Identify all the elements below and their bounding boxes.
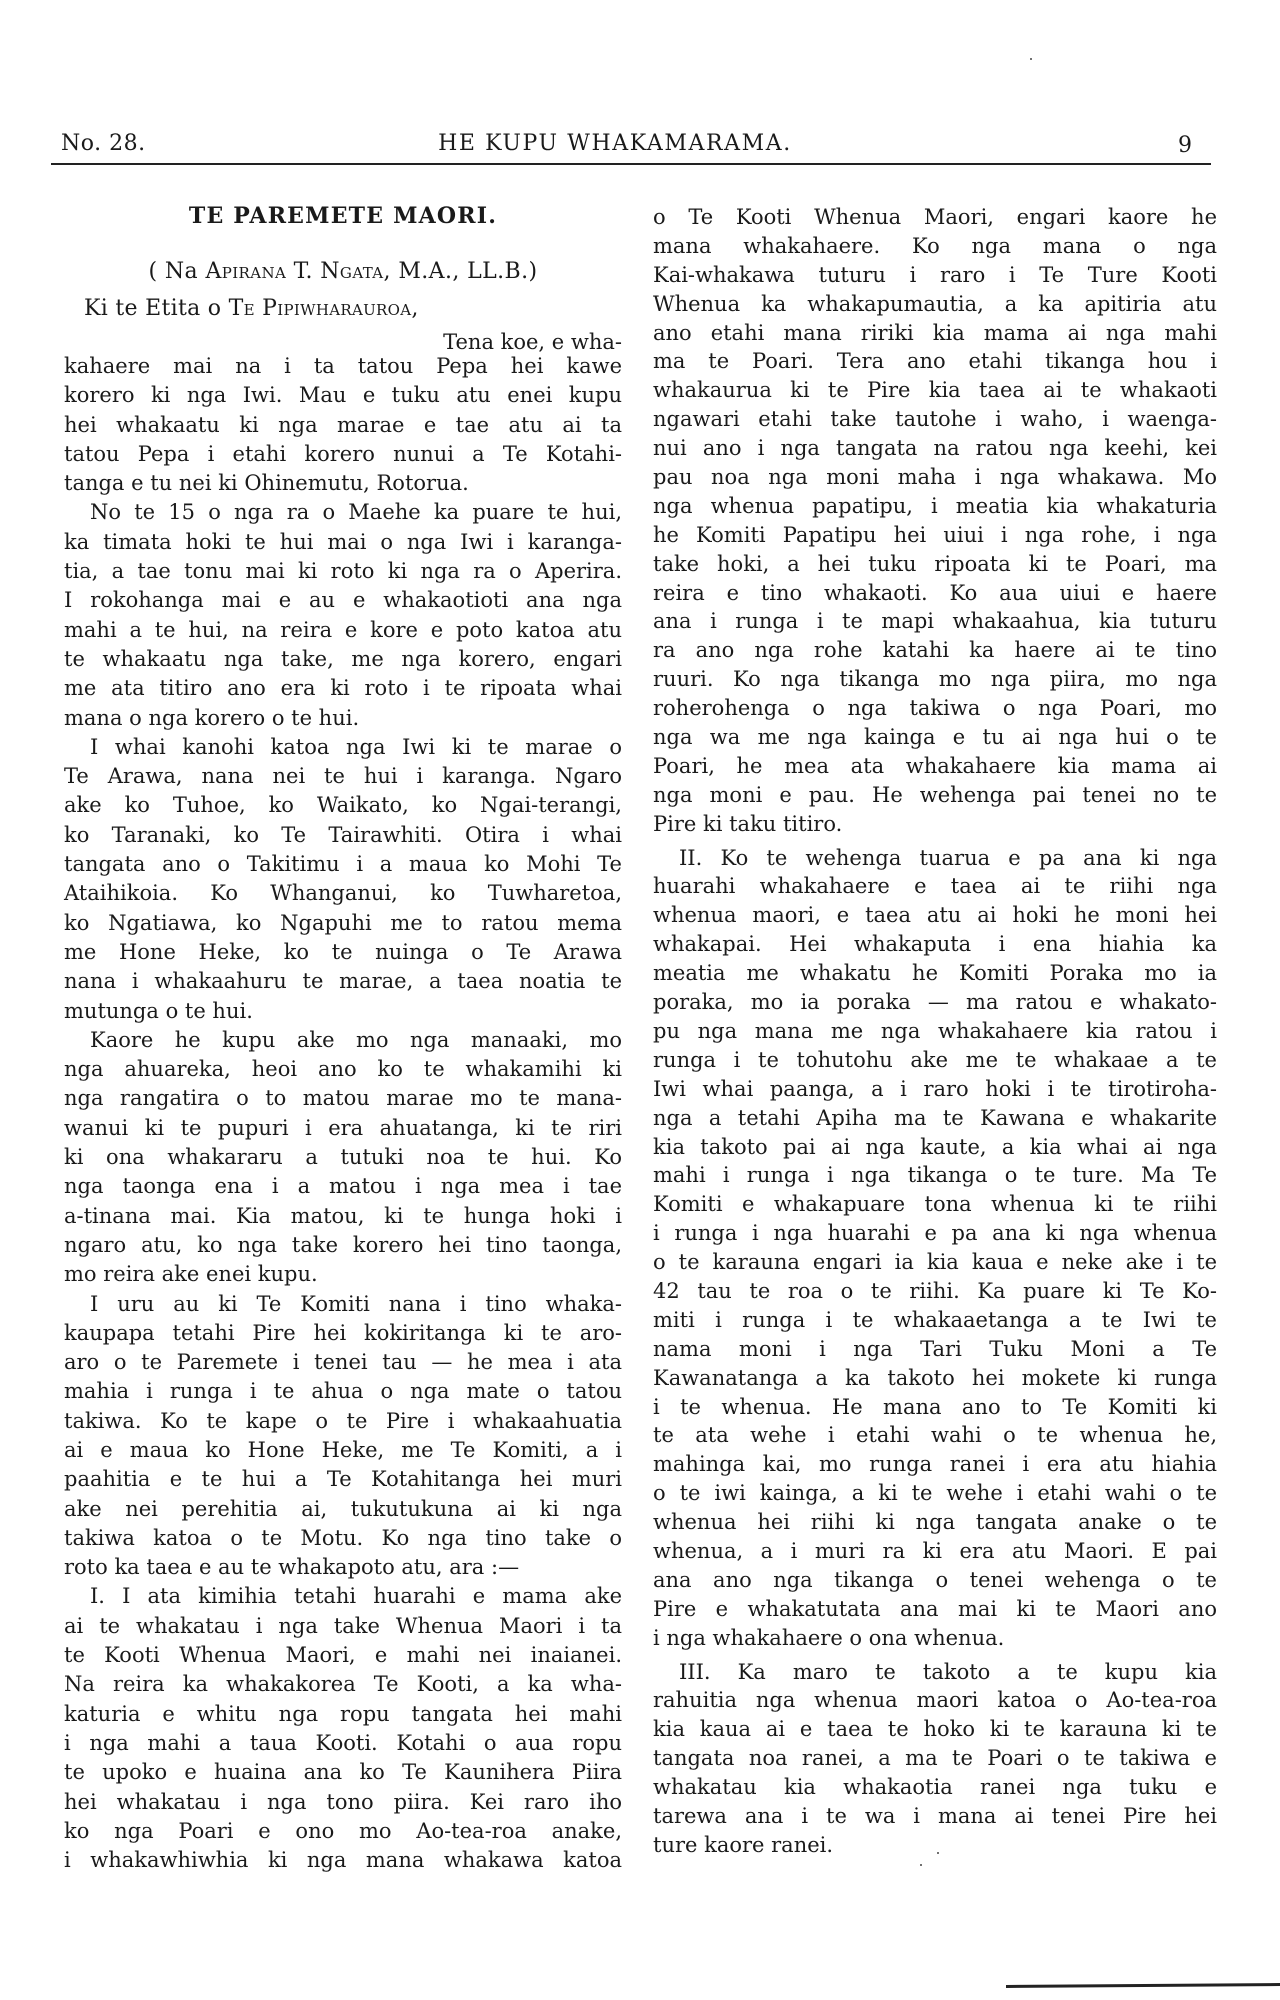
text-line: II. Ko te wehenga tuarua e pa ana ki nga — [679, 845, 1217, 870]
text-line: whakaurua ki te Pire kia taea ai te whakaoti — [653, 378, 1217, 403]
text-line: I rokohanga mai e au e whakaotioti ana nga — [64, 588, 622, 613]
text-line: whakapai. Hei whakaputa i ena hiahia ka — [653, 932, 1217, 957]
text-line: katuria e whitu nga ropu tangata hei mahi — [64, 1701, 622, 1726]
text-line: ngawari etahi take tautohe i waho, i waenga- — [653, 407, 1217, 432]
text-line: nama moni i nga Tari Tuku Moni a Te — [653, 1336, 1217, 1361]
text-line: kia takoto pai ai nga kaute, a kia whai ai nga — [653, 1134, 1217, 1159]
article-title: TE PAREMETE MAORI. — [188, 203, 498, 229]
text-line: paahitia e te hui a Te Kotahitanga hei muri — [64, 1467, 622, 1492]
text-line: ka timata hoki te hui mai o nga Iwi i karanga- — [64, 529, 622, 554]
text-line: nga ahuareka, heoi ano ko te whakamihi ki — [64, 1057, 622, 1082]
text-line: ko nga Poari e ono mo Ao-tea-roa anake, — [64, 1818, 622, 1843]
text-line: mahinga kai, mo runga ranei i era atu hiahia — [653, 1452, 1217, 1477]
text-line: ake ko Tuhoe, ko Waikato, ko Ngai-terangi, — [64, 793, 622, 818]
salutation — [84, 296, 419, 321]
text-line: te upoko e huaina ana ko Te Kaunihera Piira — [64, 1760, 622, 1785]
text-line: tangata ano o Takitimu i a maua ko Mohi Te — [64, 852, 622, 877]
text-line: kahaere mai na i ta tatou Pepa hei kawe — [64, 354, 622, 378]
article-byline — [64, 259, 622, 284]
text-line: i te whenua. He mana ano to Te Komiti ki — [653, 1394, 1217, 1419]
text-line: poraka, mo ia poraka — ma ratou e whakato- — [653, 990, 1217, 1015]
text-line: ano etahi mana ririki kia mama ai nga mahi — [653, 320, 1217, 345]
text-line: o te iwi kainga, a ki te wehe i etahi wahi o te — [653, 1481, 1217, 1506]
byline-close: , M.A., LL.B.) — [383, 259, 538, 284]
text-line: ture kaore ranei. — [653, 1832, 834, 1857]
paragraph — [64, 352, 622, 498]
text-line: take hoki, a hei tuku ripoata ki te Poari, ma — [653, 551, 1217, 576]
text-line: i nga whakahaere o ona whenua. — [653, 1625, 1005, 1650]
text-line: No te 15 o nga ra o Maehe ka puare te hui, — [90, 500, 622, 525]
text-line: 42 tau te roa o te riihi. Ka puare ki Te Ko- — [653, 1278, 1217, 1303]
text-line: nga taonga ena i a matou i nga mea i tae — [64, 1174, 622, 1199]
text-line: nui ano i nga tangata na ratou nga keehi, kei — [653, 436, 1217, 461]
text-line: Poari, he mea ata whakahaere kia mama ai — [653, 753, 1217, 778]
text-line: nana i whakaahuru te marae, a taea noatia te — [64, 969, 622, 994]
text-line: nga rangatira o to matou marae mo te mana- — [64, 1086, 622, 1111]
text-line: runga i te tohutohu ake me te whakaae a te — [653, 1047, 1217, 1072]
text-line: tangata noa ranei, a ma te Poari o te takiwa e — [653, 1746, 1217, 1771]
text-line: whakatau kia whakaotia ranei nga tuku e — [653, 1775, 1217, 1800]
text-line: ngaro atu, ko nga take korero hei tino taonga, — [64, 1232, 622, 1257]
text-line: he Komiti Papatipu hei uiui i nga rohe, i nga — [653, 522, 1217, 547]
text-line: me Hone Heke, ko te nuinga o Te Arawa — [64, 939, 622, 964]
text-line: nga moni e pau. He wehenga pai tenei no te — [653, 782, 1217, 807]
text-line: miti i runga i te whakaaetanga a te Iwi te — [653, 1307, 1217, 1332]
text-line: hei whakaatu ki nga marae e tae atu ai ta — [64, 412, 622, 437]
paragraph — [653, 203, 1217, 839]
text-line: Te Arawa, nana nei te hui i karanga. Ngaro — [64, 764, 622, 789]
text-line: I whai kanohi katoa nga Iwi ki te marae o — [90, 734, 622, 759]
text-line: Iwi whai paanga, a i raro hoki i te tirotiroha- — [653, 1076, 1217, 1101]
text-line: te Kooti Whenua Maori, e mahi nei inaianei. — [64, 1643, 622, 1668]
paragraph — [64, 1290, 622, 1583]
text-line: mutunga o te hui. — [64, 998, 253, 1023]
text-line: wanui ki te pupuri i era ahuatanga, ki te riri — [64, 1115, 622, 1140]
paragraph — [64, 1026, 622, 1290]
text-line: Ataihikoia. Ko Whanganui, ko Tuwharetoa, — [64, 881, 622, 906]
paragraph — [64, 733, 622, 1026]
text-line: me ata titiro ano era ki roto i te ripoata whai — [64, 676, 622, 701]
text-line: ma te Poari. Tera ano etahi tikanga hou i — [653, 349, 1217, 374]
text-line: whenua maori, e taea atu ai hoki he moni hei — [653, 903, 1217, 928]
text-line: nga wa me nga kainga e tu ai nga hui o te — [653, 725, 1217, 750]
text-line: I. I ata kimihia tetahi huarahi e mama ake — [90, 1584, 622, 1609]
text-line: mo reira ake enei kupu. — [64, 1262, 318, 1287]
text-line: te ata wehe i etahi wahi o te whenua he, — [653, 1423, 1217, 1448]
text-line: o te karauna engari ia kia kaua e neke ake i te — [653, 1250, 1217, 1275]
salutation-suffix: , — [411, 296, 419, 321]
text-line: ai e maua ko Hone Heke, me Te Komiti, a i — [64, 1437, 622, 1462]
text-line: mahi a te hui, na reira e kore e poto katoa atu — [64, 617, 622, 642]
text-line: rahuitia nga whenua maori katoa o Ao-tea-roa — [653, 1688, 1217, 1713]
text-line: Na reira ka whakakorea Te Kooti, a ka wha- — [64, 1672, 622, 1697]
text-line: meatia me whakatu he Komiti Poraka mo ia — [653, 961, 1217, 986]
text-line: mahi i runga i nga tikanga o te ture. Ma Te — [653, 1163, 1217, 1188]
text-line: roto ka taea e au te whakapoto atu, ara :— — [64, 1555, 520, 1580]
text-line: i whakawhiwhia ki nga mana whakawa katoa — [64, 1848, 622, 1873]
text-line: ake nei perehitia ai, tukutukuna ai ki nga — [64, 1496, 622, 1521]
scan-speck — [937, 1852, 939, 1854]
text-line: tatou Pepa i etahi korero nunui a Te Kotahi- — [64, 441, 622, 466]
text-column-left — [64, 352, 622, 1875]
text-line: i nga mahi a taua Kooti. Kotahi o aua ropu — [64, 1730, 622, 1755]
text-line: tia, a tae tonu mai ki roto ki nga ra o Aperira. — [64, 559, 622, 584]
page-number: 9 — [1178, 133, 1192, 158]
text-line: ana ano nga tikanga o tenei wehenga o te — [653, 1567, 1217, 1592]
text-line: tarewa ana i te wa i mana ai tenei Pire hei — [653, 1803, 1217, 1828]
text-line: ruuri. Ko nga tikanga mo nga piira, mo nga — [653, 667, 1217, 692]
running-header-title: HE KUPU WHAKAMARAMA. — [438, 131, 792, 156]
text-line: ki ona whakararu a tutuki noa te hui. Ko — [64, 1145, 622, 1170]
text-line: ai te whakatau i nga take Whenua Maori i ta — [64, 1613, 622, 1638]
text-line: pau noa nga moni maha i nga whakawa. Mo — [653, 465, 1217, 490]
text-line: roherohenga o nga takiwa o nga Poari, mo — [653, 696, 1217, 721]
text-line: Pire ki taku titiro. — [653, 811, 843, 836]
text-line: nga a tetahi Apiha ma te Kawana e whakarite — [653, 1105, 1217, 1130]
text-line: aro o te Paremete i tenei tau — he mea i ata — [64, 1350, 622, 1375]
scan-speck — [920, 1864, 922, 1866]
text-line: Kawanatanga a ka takoto hei mokete ki runga — [653, 1365, 1217, 1390]
text-line: mahia i runga i te ahua o nga mate o tatou — [64, 1379, 622, 1404]
text-line: Komiti e whakapuare tona whenua ki te riihi — [653, 1192, 1217, 1217]
header-rule — [51, 163, 1211, 165]
issue-number: No. 28. — [61, 131, 146, 156]
text-line: kia kaua ai e taea te hoko ki te karauna ki te — [653, 1717, 1217, 1742]
text-line: i runga i nga huarahi e pa ana ki nga whenua — [653, 1221, 1217, 1246]
scan-speck — [1030, 58, 1032, 60]
text-line: huarahi whakahaere e taea ai te riihi nga — [653, 874, 1217, 899]
byline-open: ( Na — [148, 259, 206, 284]
text-line: hei whakatau i nga tono piira. Kei raro iho — [64, 1789, 622, 1814]
byline-author-last: Ngata — [320, 259, 384, 284]
text-line: mana o nga korero o te hui. — [64, 705, 360, 730]
text-line: a-tinana mai. Kia matou, ki te hunga hoki i — [64, 1203, 622, 1228]
text-line: reira e tino whakaoti. Ko aua uiui e haere — [653, 580, 1217, 605]
salutation-paper: Te Pipiwharauroa — [228, 296, 412, 321]
text-line: te whakaatu nga take, me nga korero, engari — [64, 646, 622, 671]
text-line: nga whenua papatipu, i meatia kia whakaturia — [653, 493, 1217, 518]
text-line: ko Ngatiawa, ko Ngapuhi me to ratou mema — [64, 910, 622, 935]
text-line: I uru au ki Te Komiti nana i tino whaka- — [90, 1291, 622, 1316]
paragraph — [64, 1582, 622, 1875]
byline-middle: T. — [286, 259, 321, 284]
text-line: takiwa. Ko te kape o te Pire i whakaahuatia — [64, 1408, 622, 1433]
text-line: whenua, a i muri ra ki era atu Maori. E pai — [653, 1538, 1217, 1563]
text-line: tanga e tu nei ki Ohinemutu, Rotorua. — [64, 471, 469, 496]
text-line: Kaore he kupu ake mo nga manaaki, mo — [90, 1027, 622, 1052]
text-line: korero ki nga Iwi. Mau e tuku atu enei kupu — [64, 383, 622, 408]
text-line: III. Ka maro te takoto a te kupu kia — [679, 1659, 1217, 1684]
text-line: takiwa katoa o te Motu. Ko nga tino take o — [64, 1525, 622, 1550]
text-line: ana i runga i te mapi whakaahua, kia tuturu — [653, 609, 1217, 634]
text-line: pu nga mana me nga whakahaere kia ratou i — [653, 1018, 1217, 1043]
text-line: kaupapa tetahi Pire hei kokiritanga ki te aro- — [64, 1320, 622, 1345]
text-line: Whenua ka whakapumautia, a ka apitiria atu — [653, 291, 1217, 316]
text-line: ra ano nga rohe katahi ka haere ai te tino — [653, 638, 1217, 663]
paragraph — [653, 844, 1217, 1653]
text-line: Kai-whakawa tuturu i raro i Te Ture Kooti — [653, 262, 1217, 287]
salutation-prefix: Ki te Etita o — [84, 296, 229, 321]
paragraph — [653, 1658, 1217, 1860]
byline-author-first: Apirana — [205, 259, 287, 284]
text-line: ko Taranaki, ko Te Tairawhiti. Otira i whai — [64, 822, 622, 847]
text-line: mana whakahaere. Ko nga mana o nga — [653, 233, 1217, 258]
greeting: Tena koe, e wha- — [443, 330, 622, 354]
text-line: Pire e whakatutata ana mai ki te Maori ano — [653, 1596, 1217, 1621]
paragraph — [64, 498, 622, 732]
bottom-decorative-rule — [1006, 1983, 1280, 1988]
text-line: whenua hei riihi ki nga tangata anake o te — [653, 1510, 1217, 1535]
text-column-right — [653, 203, 1217, 1860]
text-line: o Te Kooti Whenua Maori, engari kaore he — [653, 205, 1217, 229]
